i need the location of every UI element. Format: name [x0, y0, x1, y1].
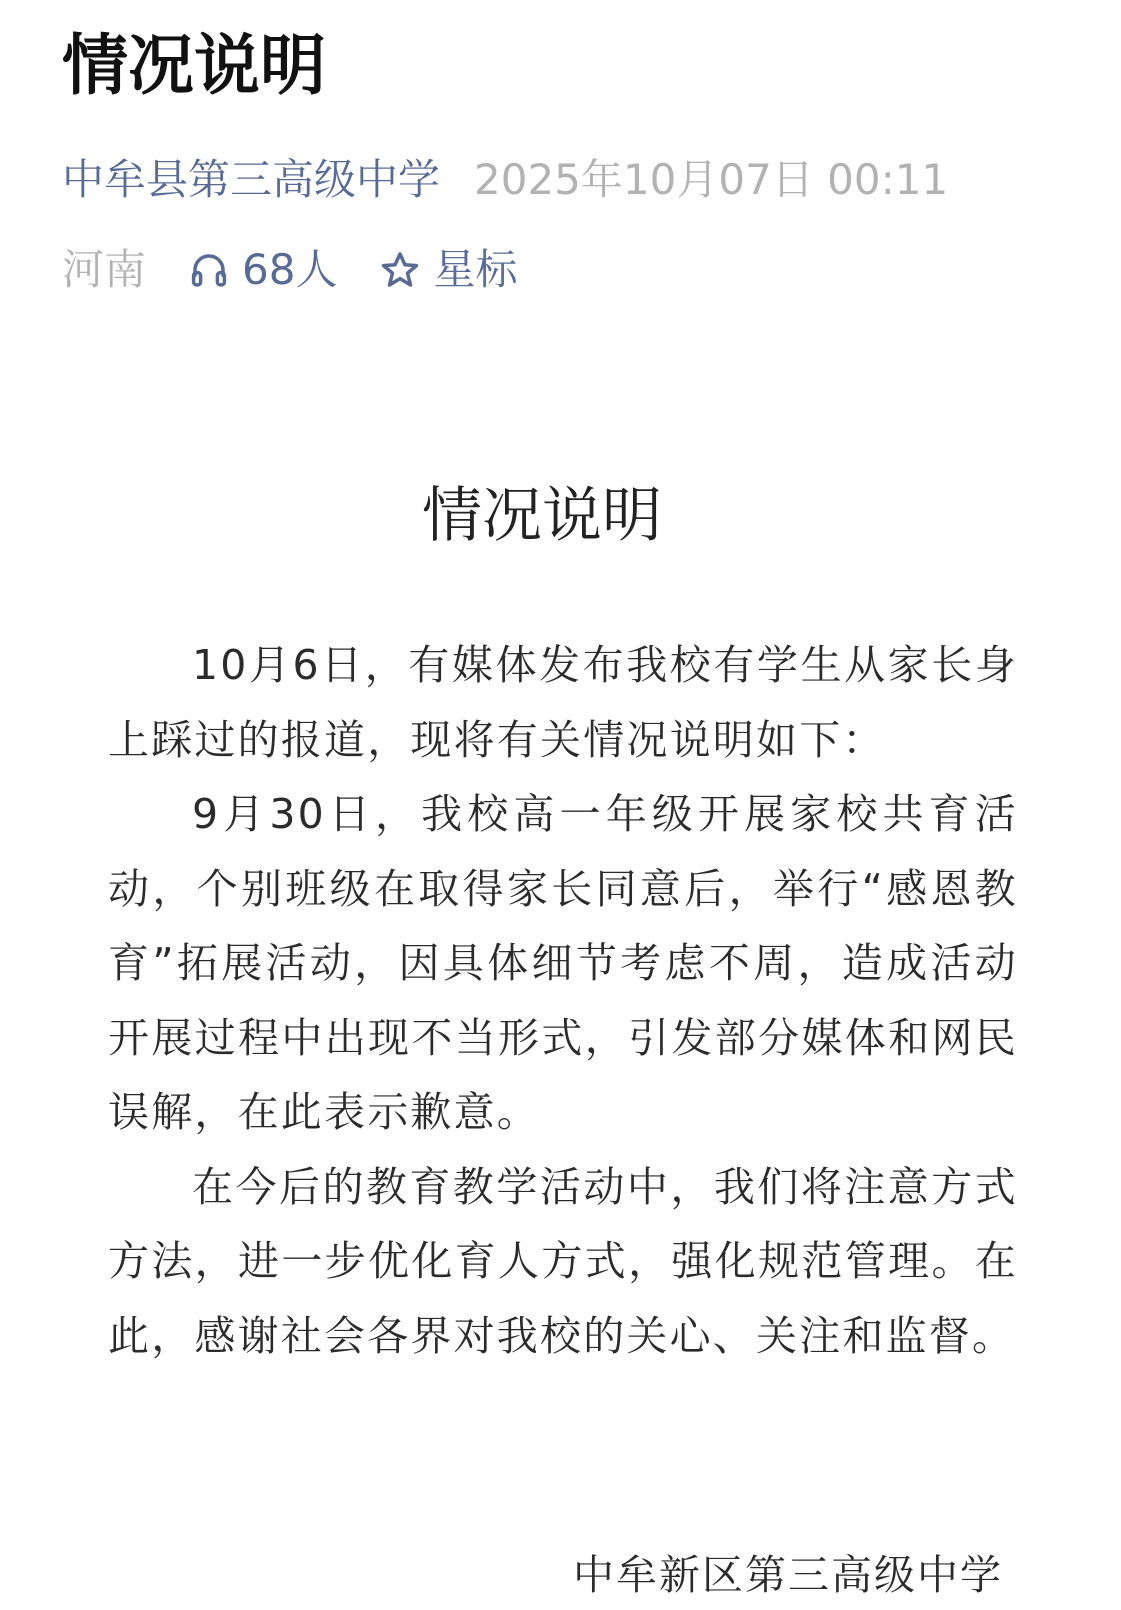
body-paragraph: 在今后的教育教学活动中，我们将注意方式方法，进一步优化育人方式，强化规范管理。在此，感谢社会各界对我校的关心、关注和监督。 — [108, 1162, 1018, 1360]
star-button[interactable] — [377, 240, 517, 300]
location-label: 河南 — [62, 245, 147, 294]
page-title: 情况说明 — [62, 27, 326, 104]
signature-line: 中牟新区第三高级中学 — [573, 1551, 1003, 1599]
article-meta-row — [62, 150, 948, 210]
listen-count: 68人 — [242, 245, 338, 294]
body-paragraph: 9月30日，我校高一年级开展家校共育活动，个别班级在取得家长同意后，举行“感恩教育”拓展活动，因具体细节考虑不周，造成活动开展过程中出现不当形式，引发部分媒体和网民误解，在此表示歉意。 — [108, 790, 1018, 1136]
account-name-link[interactable]: 中牟县第三高级中学 — [62, 155, 441, 204]
headphones-icon — [186, 247, 232, 293]
article-heading: 情况说明 — [422, 481, 662, 551]
article-body — [108, 628, 1018, 1373]
star-outline-icon — [377, 247, 423, 293]
article-meta-row-secondary — [62, 240, 517, 300]
body-paragraph: 10月6日，有媒体发布我校有学生从家长身上踩过的报道，现将有关情况说明如下： — [108, 641, 1018, 764]
listen-button[interactable] — [186, 240, 337, 300]
publish-time: 2025年10月07日 00:11 — [474, 155, 949, 204]
star-label: 星标 — [433, 245, 518, 294]
